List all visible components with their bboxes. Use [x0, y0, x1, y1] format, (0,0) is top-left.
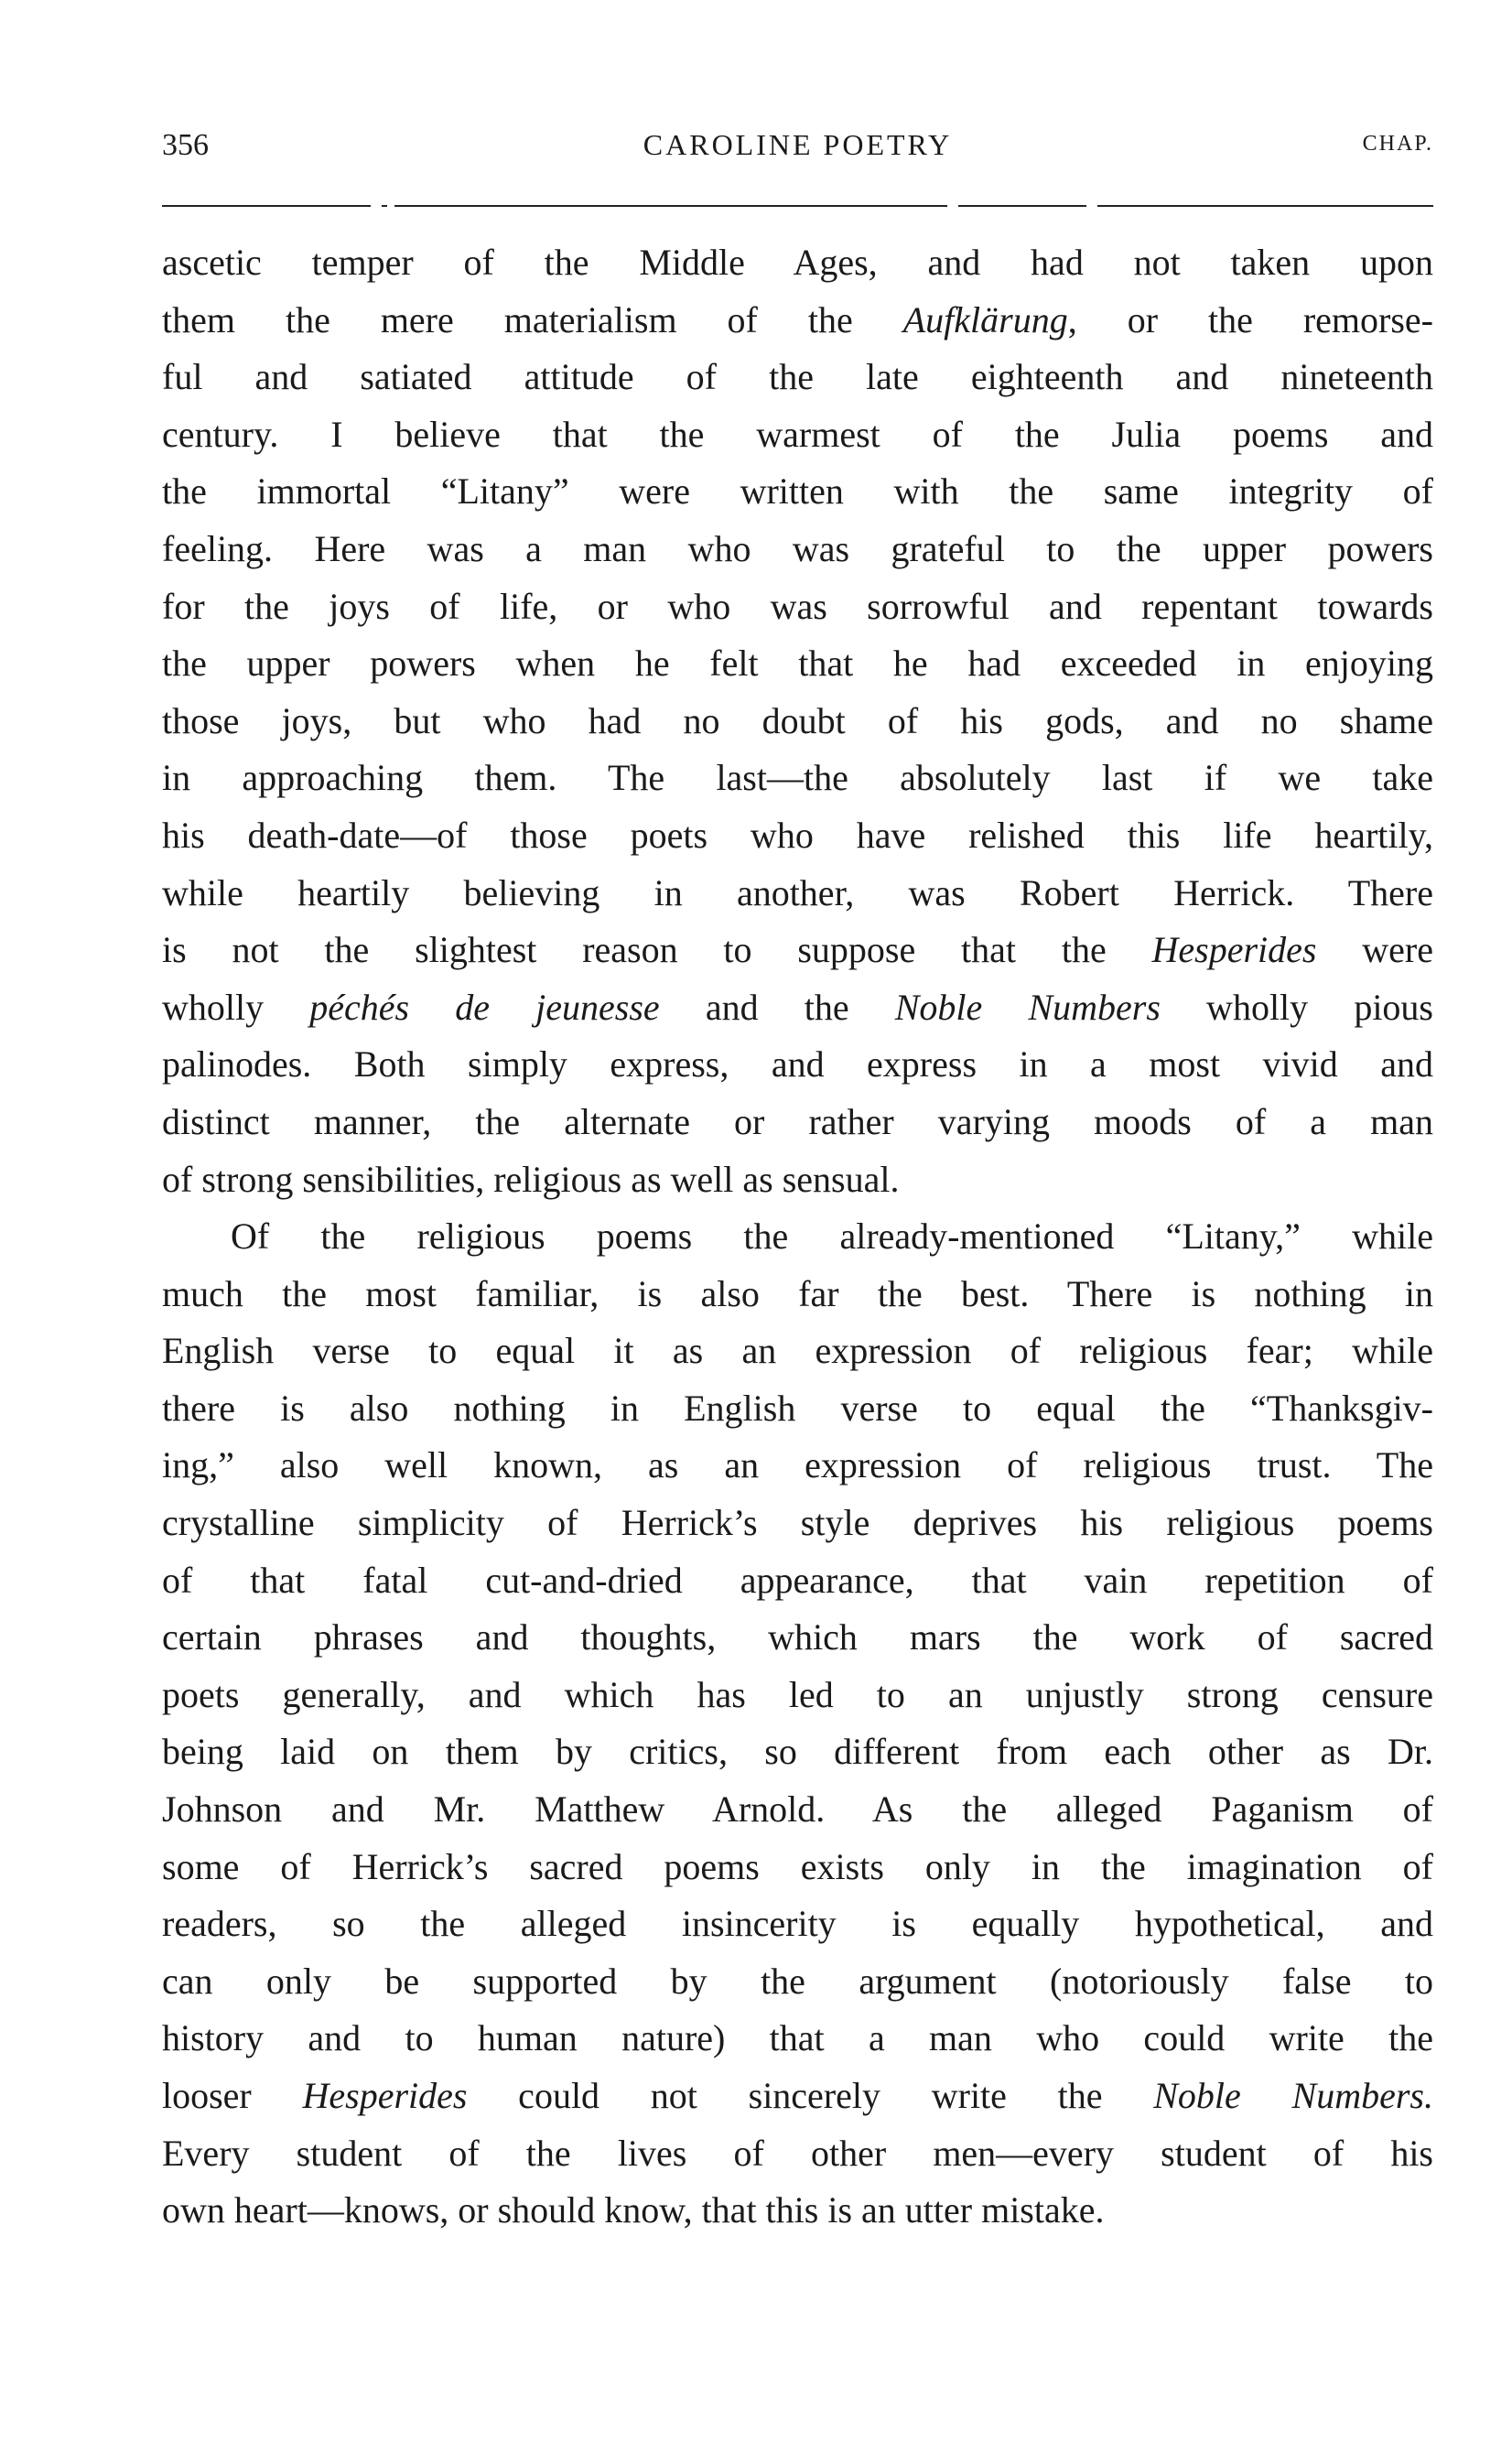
text-line	[162, 1953, 1433, 2011]
text-line	[162, 865, 1433, 923]
text-line	[162, 1437, 1433, 1495]
text-line	[162, 2182, 1433, 2240]
text-segment: crystalline simplicity of Herrick’s style deprives his religious poems	[162, 1502, 1433, 1544]
text-segment: readers, so the alleged insincerity is equally hypothetical, and	[162, 1903, 1433, 1945]
text-segment: ing,” also well known, as an expression of religious trust. The	[162, 1444, 1433, 1486]
text-line	[162, 1609, 1433, 1667]
text-line	[162, 693, 1433, 751]
italic-text: Noble Numbers.	[1153, 2075, 1433, 2116]
text-line	[162, 922, 1433, 979]
text-line	[162, 1781, 1433, 1839]
text-line	[162, 1839, 1433, 1896]
page-number: 356	[162, 128, 209, 162]
text-segment: the immortal “Litany” were written with the same integrity of	[162, 470, 1433, 513]
paragraph	[162, 234, 1433, 1208]
text-line	[162, 1094, 1433, 1151]
text-line	[162, 1380, 1433, 1438]
text-line	[162, 1036, 1433, 1094]
italic-text: péchés de jeunesse	[309, 986, 660, 1028]
text-segment: history and to human nature) that a man who could write the	[162, 2017, 1433, 2059]
text-line	[162, 807, 1433, 865]
text-segment: Johnson and Mr. Matthew Arnold. As the alleged Paganism of	[162, 1788, 1433, 1831]
text-segment: , or the remorse-	[1067, 298, 1433, 340]
text-segment: and the	[659, 986, 895, 1028]
page-body	[162, 234, 1433, 2240]
text-line	[162, 406, 1433, 464]
text-line	[162, 1723, 1433, 1781]
chapter-label: CHAP.	[1362, 132, 1433, 156]
text-segment: being laid on them by critics, so different from each other as Dr.	[162, 1731, 1433, 1773]
text-segment: poets generally, and which has led to an unjustly strong censure	[162, 1673, 1433, 1715]
text-segment: while heartily believing in another, was Robert Herrick. There	[162, 871, 1433, 913]
text-line	[162, 1495, 1433, 1552]
text-line	[162, 1667, 1433, 1724]
text-line	[162, 635, 1433, 693]
text-line	[162, 2010, 1433, 2068]
text-segment: his death-date—of those poets who have relished this life heartily,	[162, 814, 1433, 856]
text-segment: English verse to equal it as an expression of religious fear; while	[162, 1330, 1433, 1372]
text-line	[162, 2068, 1433, 2125]
text-segment: ascetic temper of the Middle Ages, and had not taken upon	[162, 242, 1433, 283]
text-line	[162, 234, 1433, 292]
text-line	[162, 1151, 1433, 1209]
paragraph	[162, 1208, 1433, 2240]
text-segment: some of Herrick’s sacred poems exists only in the imagination of	[162, 1845, 1433, 1887]
text-line	[162, 1266, 1433, 1323]
text-segment: is not the slightest reason to suppose that the	[162, 929, 1152, 971]
text-segment: own heart—knows, or should know, that this is an utter mistake.	[162, 2189, 1105, 2231]
text-segment: in approaching them. The last—the absolutely last if we take	[162, 757, 1433, 799]
text-segment: those joys, but who had no doubt of his gods, and no shame	[162, 699, 1433, 741]
text-segment: certain phrases and thoughts, which mars the work of sacred	[162, 1616, 1433, 1658]
text-segment: for the joys of life, or who was sorrowful and repentant towards	[162, 585, 1433, 627]
text-line	[162, 292, 1433, 350]
text-segment: there is also nothing in English verse to equal the “Thanksgiv-	[162, 1387, 1433, 1429]
text-segment: ful and satiated attitude of the late eighteenth and nineteenth	[162, 356, 1433, 398]
text-segment: wholly	[162, 986, 310, 1028]
text-segment: them the mere materialism of the	[162, 298, 903, 340]
text-line	[162, 1896, 1433, 1953]
text-segment: much the most familiar, is also far the best. There is nothing in	[162, 1272, 1433, 1314]
text-segment: of strong sensibilities, religious as well as sensual.	[162, 1158, 900, 1200]
italic-text: Noble Numbers	[894, 986, 1161, 1028]
text-line	[162, 750, 1433, 807]
text-line	[162, 463, 1433, 521]
text-segment: were	[1316, 929, 1433, 971]
text-segment: could not sincerely write the	[467, 2075, 1154, 2116]
text-line	[162, 1208, 1433, 1266]
header-rule	[162, 205, 1433, 207]
text-segment: wholly pious	[1160, 986, 1434, 1028]
text-line	[162, 349, 1433, 406]
text-line	[162, 1552, 1433, 1610]
text-line	[162, 578, 1433, 636]
text-segment: the upper powers when he felt that he had exceeded in enjoying	[162, 643, 1433, 685]
text-line	[162, 2125, 1433, 2183]
italic-text: Hesperides	[302, 2075, 468, 2116]
running-header	[162, 128, 1433, 174]
text-segment: century. I believe that the warmest of the Julia poems and	[162, 413, 1433, 455]
text-line	[162, 979, 1433, 1037]
running-title: CAROLINE POETRY	[643, 128, 953, 161]
text-line	[162, 521, 1433, 578]
text-segment: Of the religious poems the already-mentioned “Litany,” while	[231, 1215, 1433, 1258]
italic-text: Hesperides	[1151, 929, 1317, 971]
text-segment: looser	[162, 2075, 303, 2116]
text-line	[162, 1323, 1433, 1380]
text-segment: distinct manner, the alternate or rather varying moods of a man	[162, 1100, 1433, 1142]
text-segment: palinodes. Both simply express, and express in a most vivid and	[162, 1043, 1433, 1086]
italic-text: Aufklärung	[902, 298, 1068, 340]
text-segment: can only be supported by the argument (notoriously false to	[162, 1960, 1433, 2002]
text-segment: Every student of the lives of other men—every student of his	[162, 2132, 1433, 2174]
text-segment: feeling. Here was a man who was grateful to the upper powers	[162, 527, 1433, 569]
text-segment: of that fatal cut-and-dried appearance, that vain repetition of	[162, 1559, 1433, 1601]
